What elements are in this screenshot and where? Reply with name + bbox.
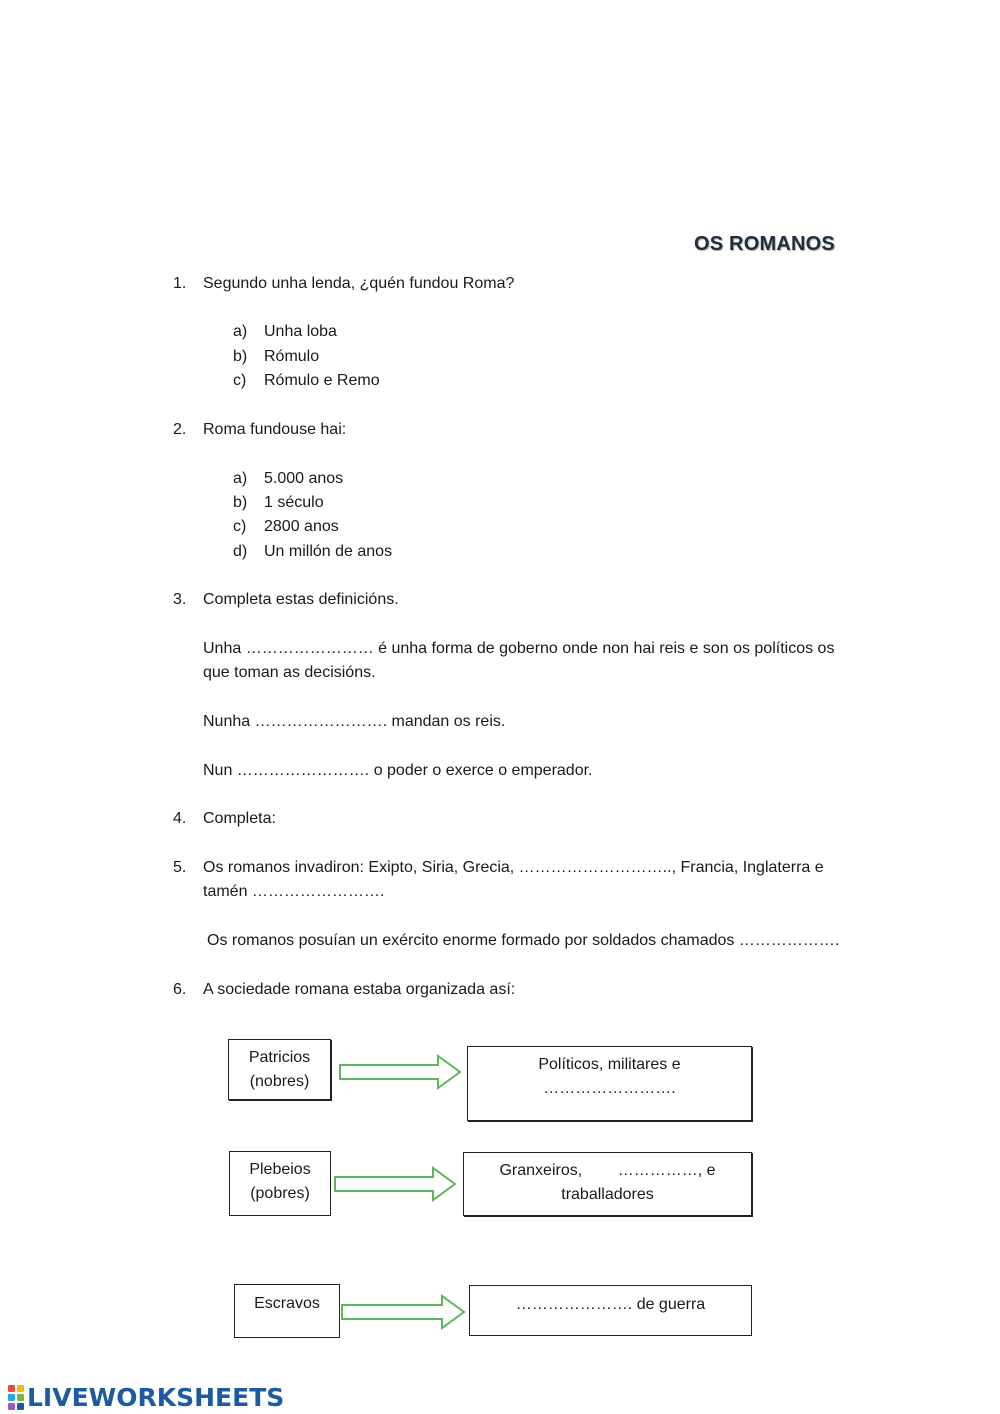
- liveworksheets-logo[interactable]: [8, 1380, 284, 1414]
- question-3-text: Completa estas definicións.: [203, 591, 399, 608]
- question-5-number: 5.: [173, 859, 187, 876]
- q2-option-d[interactable]: Un millón de anos: [264, 543, 393, 560]
- definition-monarchy: Nunha ……………………. mandan os reis.: [203, 713, 506, 730]
- patricios-box: [228, 1039, 331, 1100]
- question-1-number: 1.: [173, 275, 187, 292]
- arrow-right-icon: [338, 1054, 464, 1090]
- question-2-text: Roma fundouse hai:: [203, 421, 347, 438]
- question-4-number: 4.: [173, 810, 187, 827]
- arrow-right-icon: [340, 1294, 468, 1330]
- question-2-number: 2.: [173, 421, 187, 438]
- escravos-roles-blank[interactable]: …………………. de guerra: [515, 1296, 706, 1313]
- q2-option-b-letter: b): [233, 494, 248, 511]
- escravos-roles-box: [469, 1285, 752, 1336]
- plebeios-sublabel: (pobres): [250, 1185, 310, 1202]
- question-5-text: Os romanos invadiron: Exipto, Siria, Grecia, ……………………….., Francia, Inglaterra e: [203, 859, 824, 876]
- q2-option-a-letter: a): [233, 470, 248, 487]
- question-4-text: Completa:: [203, 810, 276, 827]
- question-6-text: A sociedade romana estaba organizada así:: [203, 981, 516, 998]
- plebeios-roles-box: [463, 1152, 752, 1216]
- definition-empire: Nun ……………………. o poder o exerce o emperador.: [203, 762, 593, 779]
- patricios-roles-blank[interactable]: …………………….: [543, 1080, 676, 1097]
- plebeios-roles-line2: traballadores: [561, 1186, 654, 1203]
- plebeios-box: [229, 1151, 331, 1216]
- patricios-sublabel: (nobres): [249, 1073, 310, 1090]
- definition-republic-line1: Unha …………………… é unha forma de goberno onde non hai reis e son os políticos os: [203, 640, 835, 657]
- question-5-text-line2: tamén …………………….: [203, 883, 385, 900]
- q1-option-c-letter: c): [233, 372, 247, 389]
- logo-mark-icon: [8, 1385, 24, 1410]
- escravos-box: [234, 1284, 340, 1338]
- definition-republic-line2: que toman as decisións.: [203, 664, 376, 681]
- question-5-extra: Os romanos posuían un exército enorme formado por soldados chamados ……………….: [207, 932, 840, 949]
- arrow-right-icon: [333, 1166, 459, 1202]
- question-3-number: 3.: [173, 591, 187, 608]
- plebeios-roles-line1[interactable]: Granxeiros, ……………, e: [499, 1162, 716, 1179]
- page-title: OS ROMANOS: [694, 233, 835, 255]
- patricios-roles-box: [467, 1046, 752, 1121]
- q1-option-b[interactable]: Rómulo: [264, 348, 320, 365]
- q1-option-a[interactable]: Unha loba: [264, 323, 337, 340]
- q2-option-a[interactable]: 5.000 anos: [264, 470, 344, 487]
- brand-name: LIVEWORKSHEETS: [27, 1382, 285, 1412]
- q1-option-c[interactable]: Rómulo e Remo: [264, 372, 380, 389]
- patricios-roles-line1: Políticos, militares e: [538, 1056, 681, 1073]
- patricios-label: Patricios: [248, 1049, 311, 1066]
- question-1-text: Segundo unha lenda, ¿quén fundou Roma?: [203, 275, 515, 292]
- q2-option-b[interactable]: 1 século: [264, 494, 324, 511]
- q1-option-a-letter: a): [233, 323, 248, 340]
- q2-option-c[interactable]: 2800 anos: [264, 518, 339, 535]
- q2-option-c-letter: c): [233, 518, 247, 535]
- q1-option-b-letter: b): [233, 348, 248, 365]
- plebeios-label: Plebeios: [249, 1161, 311, 1178]
- q2-option-d-letter: d): [233, 543, 248, 560]
- question-6-number: 6.: [173, 981, 187, 998]
- escravos-label: Escravos: [254, 1295, 320, 1312]
